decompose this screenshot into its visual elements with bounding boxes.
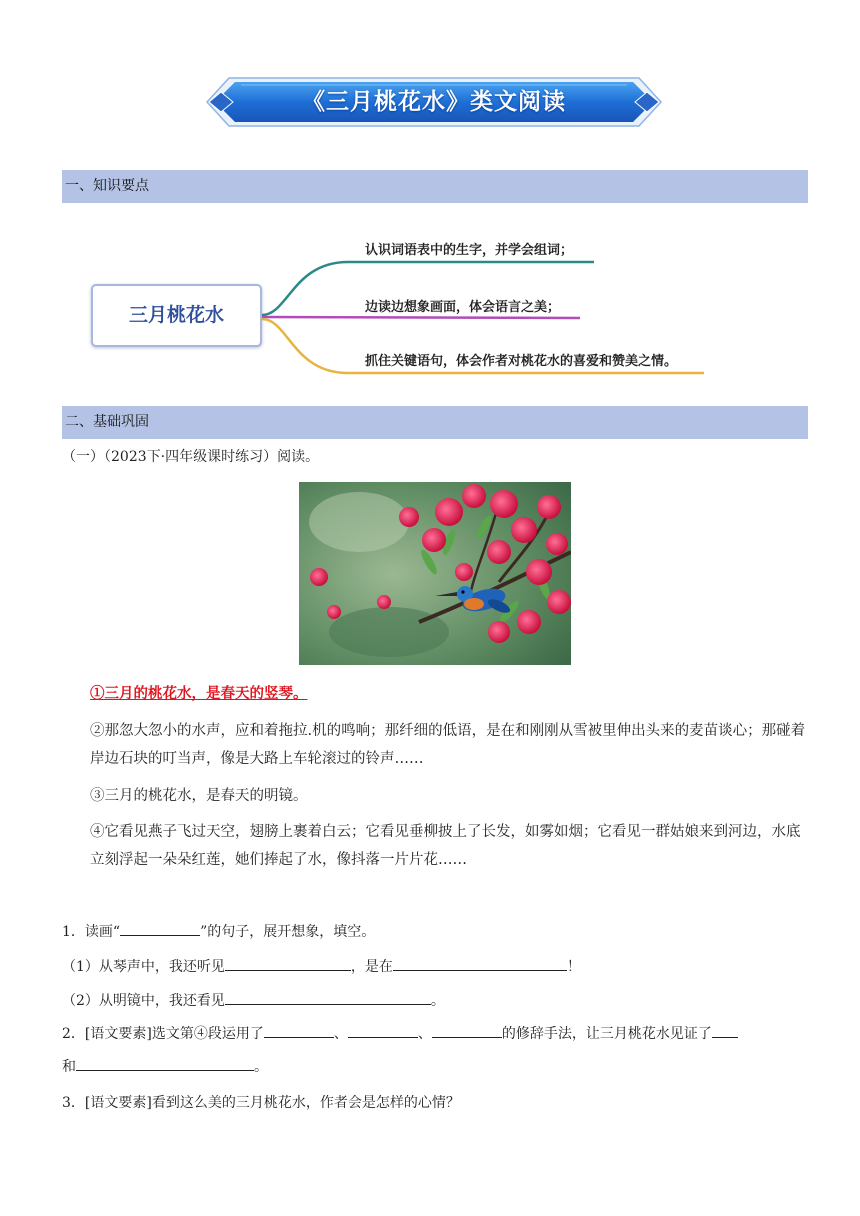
question-1 [62, 921, 812, 941]
answer-blank[interactable] [120, 922, 200, 936]
answer-blank[interactable] [76, 1057, 254, 1071]
question-3: 3．[语文要素]看到这么美的三月桃花水，作者会是怎样的心情？ [62, 1095, 460, 1111]
question-2-separator: 、 [417, 1026, 432, 1042]
passage-paragraph-4: ④它看见燕子飞过天空，翅膀上裹着白云；它看见垂柳披上了长发，如雾如烟；它看见一群姑娘来到河边，水底立刻浮起一朵朵红莲，她们捧起了水，像抖落一片片花…… [90, 824, 801, 868]
mind-map-branch-1: 认识词语表中的生字，并学会组词； [365, 243, 574, 258]
title-banner [205, 76, 663, 128]
answer-blank[interactable] [348, 1024, 418, 1038]
question-1-2-text-a: （2）从明镜中，我还看见 [62, 993, 225, 1009]
answer-blank[interactable] [225, 991, 431, 1005]
passage-paragraph-1 [62, 680, 812, 708]
answer-blank[interactable] [225, 957, 351, 971]
question-2-cont [62, 1056, 812, 1076]
question-2-separator: 、 [333, 1026, 348, 1042]
question-1-1-text-a: （1）从琴声中，我还听见 [62, 959, 225, 975]
answer-blank[interactable] [264, 1024, 334, 1038]
question-1-text-a: 1．读画“ [62, 924, 121, 940]
passage-paragraph-2: ②那忽大忽小的水声，应和着拖拉.机的鸣响；那纤细的低语，是在和刚刚从雪被里伸出头来的麦苗谈心；那碰着岸边石块的叮当声，像是大路上车轮滚过的铃声…… [90, 723, 806, 767]
question-1-2 [62, 990, 812, 1010]
question-2-text-b: 的修辞手法，让三月桃花水见证了 [501, 1026, 712, 1042]
section-header-basics: 二、基础巩固 [62, 406, 808, 439]
passage-source: （一）（2023下·四年级课时练习）阅读。 [62, 449, 320, 465]
question-2-text-a: 2．[语文要素]选文第④段运用了 [62, 1026, 264, 1042]
mind-map-root: 三月桃花水 [91, 284, 262, 347]
kingfisher-peach-blossom-photo [299, 482, 571, 665]
section-header-knowledge: 一、知识要点 [62, 170, 808, 203]
answer-blank[interactable] [432, 1024, 502, 1038]
question-1-1 [62, 956, 812, 976]
question-1-1-text-c: ！ [566, 959, 581, 975]
question-1-2-text-b: 。 [430, 993, 445, 1009]
mind-map-branch-2: 边读边想象画面，体会语言之美； [365, 300, 561, 315]
question-2-text-c: 和 [62, 1059, 76, 1075]
passage-paragraph-3: ③三月的桃花水，是春天的明镜。 [90, 788, 308, 804]
page-title: 《三月桃花水》类文阅读 [302, 89, 566, 115]
question-2 [62, 1023, 812, 1043]
mind-map [88, 225, 728, 385]
mind-map-branch-3: 抓住关键语句，体会作者对桃花水的喜爱和赞美之情。 [365, 354, 678, 369]
answer-blank[interactable] [712, 1024, 738, 1038]
question-1-1-text-b: ，是在 [350, 959, 393, 975]
answer-blank[interactable] [393, 957, 567, 971]
question-1-text-b: ”的句子，展开想象，填空。 [200, 924, 376, 940]
underlined-sentence: ①三月的桃花水，是春天的竖琴。 [90, 685, 308, 702]
question-2-text-d: 。 [254, 1059, 268, 1075]
